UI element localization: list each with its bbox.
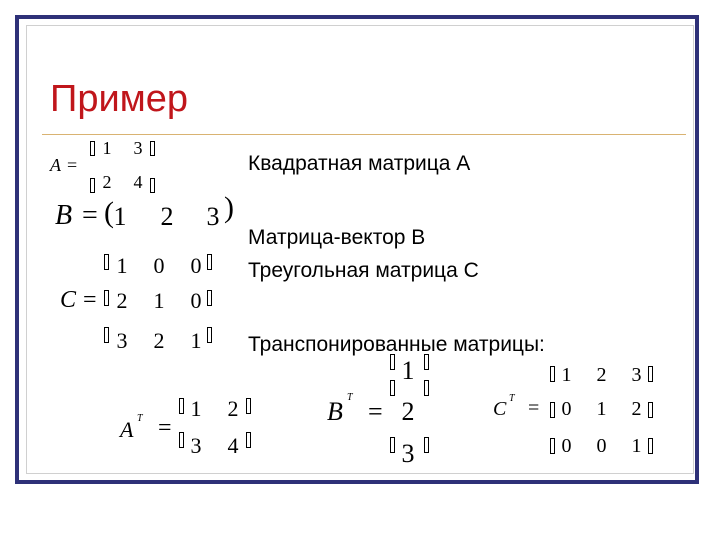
matrix-at-superscript: T	[137, 413, 143, 424]
matrix-ct-cell: 1	[561, 364, 572, 386]
matrix-c-cell: 3	[116, 328, 128, 353]
matrix-ct-cell: 2	[631, 398, 642, 420]
matrix-ct-equals: =	[528, 397, 540, 419]
matrix-bt-cell: 2	[401, 397, 415, 426]
title-divider	[42, 134, 686, 135]
matrix-bt-superscript: T	[347, 392, 353, 403]
left-bracket-glyph	[390, 437, 395, 453]
matrix-b-cell: 3	[206, 202, 220, 231]
matrix-b-cell: 1	[113, 202, 127, 231]
matrix-bt-cell: 3	[401, 439, 415, 468]
right-bracket-glyph	[246, 398, 251, 414]
left-paren: (	[104, 196, 114, 229]
right-bracket-glyph	[246, 432, 251, 448]
right-bracket-glyph	[648, 438, 653, 454]
matrix-c-cell: 0	[153, 253, 165, 278]
right-bracket-glyph	[207, 327, 212, 343]
matrix-ct-cell: 1	[631, 435, 642, 457]
left-bracket-glyph	[550, 402, 555, 418]
matrix-a-name: A	[50, 155, 61, 175]
matrix-c-equals: =	[83, 287, 97, 313]
right-bracket-glyph	[207, 290, 212, 306]
description-square-matrix: Квадратная матрица А	[248, 152, 471, 175]
matrix-c-cell: 0	[190, 253, 202, 278]
matrix-ct-cell: 2	[596, 364, 607, 386]
right-bracket-glyph	[648, 402, 653, 418]
description-triangular-matrix: Треугольная матрица С	[248, 259, 479, 282]
right-bracket-glyph	[648, 366, 653, 382]
matrix-a-cell: 4	[133, 172, 143, 192]
matrix-c-name: C	[60, 287, 77, 313]
left-bracket-glyph	[550, 438, 555, 454]
matrix-c-cell: 0	[190, 288, 202, 313]
right-bracket-glyph	[424, 354, 429, 370]
matrix-a-equals: =	[67, 155, 78, 175]
matrix-c-cell: 2	[116, 288, 128, 313]
left-bracket-glyph	[90, 141, 95, 156]
matrix-bt-cell: 1	[401, 356, 415, 385]
right-bracket-glyph	[207, 254, 212, 270]
matrix-c-cell: 1	[190, 328, 202, 353]
matrix-at-cell: 1	[190, 396, 202, 421]
description-transposed-matrices: Транспонированные матрицы:	[248, 333, 545, 356]
matrix-b-cell: 2	[160, 202, 174, 231]
matrix-ct-cell: 0	[596, 435, 607, 457]
matrix-c-cell: 2	[153, 328, 165, 353]
matrix-bt-equals: =	[368, 397, 383, 426]
left-bracket-glyph	[179, 398, 184, 414]
right-bracket-glyph	[150, 141, 155, 156]
matrix-bt-name: B	[327, 397, 343, 426]
matrix-at-equals: =	[158, 415, 172, 441]
left-bracket-glyph	[550, 366, 555, 382]
matrix-at-cell: 3	[190, 433, 202, 458]
left-bracket-glyph	[390, 354, 395, 370]
matrix-ct-name: C	[493, 398, 507, 420]
matrix-a-cell: 1	[102, 138, 112, 158]
matrix-a-cell: 2	[102, 172, 112, 192]
left-bracket-glyph	[104, 290, 109, 306]
matrix-ct-cell: 0	[561, 435, 572, 457]
matrix-at-cell: 4	[227, 433, 239, 458]
right-bracket-glyph	[150, 178, 155, 193]
left-bracket-glyph	[179, 432, 184, 448]
matrix-c-cell: 1	[116, 253, 128, 278]
matrix-at-name: A	[120, 417, 134, 442]
matrix-ct-cell: 1	[596, 398, 607, 420]
matrix-b-name: B	[55, 200, 73, 231]
left-bracket-glyph	[104, 254, 109, 270]
matrix-ct-cell: 3	[631, 364, 642, 386]
right-bracket-glyph	[424, 380, 429, 396]
slide-title: Пример	[50, 78, 189, 120]
matrix-at-cell: 2	[227, 396, 239, 421]
left-bracket-glyph	[104, 327, 109, 343]
matrix-c-cell: 1	[153, 288, 165, 313]
description-vector-matrix: Матрица-вектор В	[248, 226, 426, 249]
left-bracket-glyph	[390, 380, 395, 396]
matrix-a-cell: 3	[133, 138, 143, 158]
left-bracket-glyph	[90, 178, 95, 193]
right-paren: )	[224, 191, 234, 224]
matrix-ct-superscript: T	[509, 393, 515, 404]
right-bracket-glyph	[424, 437, 429, 453]
matrix-b-equals: =	[82, 200, 98, 231]
matrix-ct-cell: 0	[561, 398, 572, 420]
